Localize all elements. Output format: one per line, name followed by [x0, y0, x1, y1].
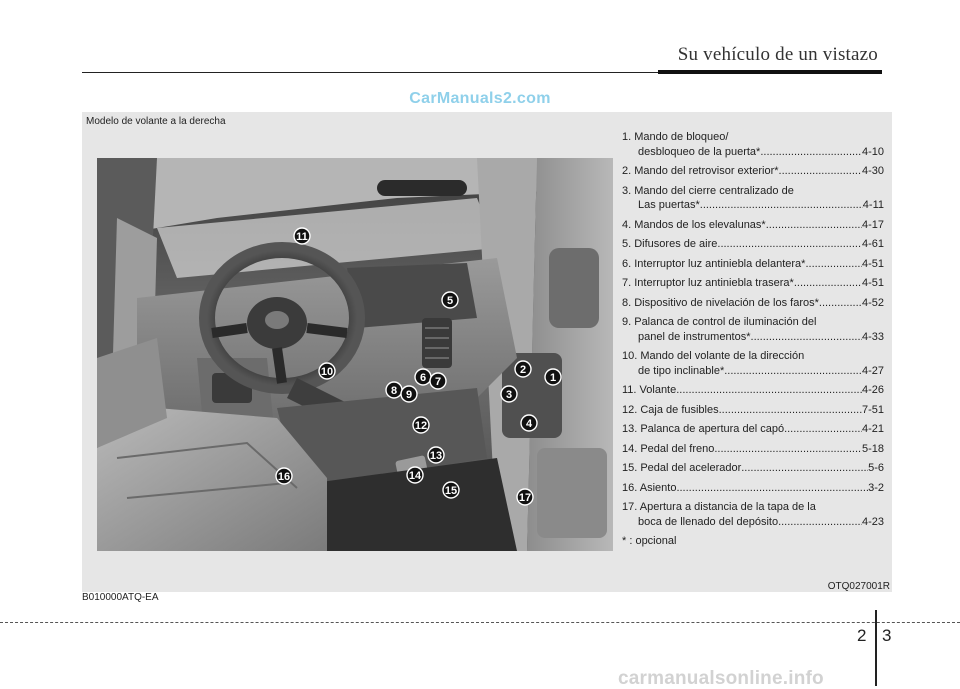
svg-text:5: 5: [446, 295, 454, 307]
svg-text:12: 12: [414, 420, 428, 432]
svg-text:10: 10: [320, 366, 334, 378]
legend-item-label: 6. Interruptor luz antiniebla delantera*: [622, 257, 806, 270]
dashboard-photo: [97, 158, 613, 551]
legend-item-page: 4-27: [861, 364, 884, 377]
watermark-top: CarManuals2.com: [409, 90, 551, 107]
svg-text:11: 11: [296, 231, 308, 243]
legend-item-page: 4-33: [861, 330, 884, 343]
callout-11: [294, 228, 310, 244]
legend-item-label: desbloqueo de la puerta*: [638, 145, 761, 158]
chapter-number: 2: [857, 626, 867, 645]
svg-text:17: 17: [518, 492, 532, 504]
figure-caption: Modelo de volante a la derecha: [86, 116, 226, 127]
callout-3: [501, 386, 517, 402]
svg-text:8: 8: [390, 385, 398, 397]
svg-text:4: 4: [525, 418, 533, 430]
legend-note: * : opcional: [622, 535, 677, 547]
callout-17: [517, 489, 533, 505]
legend-item: [622, 315, 884, 344]
photo-code: OTQ027001R: [827, 581, 890, 592]
footer-rule: [0, 622, 960, 623]
legend-item-page: 5-18: [861, 442, 884, 455]
callout-2: [515, 361, 531, 377]
callout-13: [428, 447, 444, 463]
legend-item: [622, 500, 884, 529]
legend-item: [622, 461, 884, 476]
svg-text:1: 1: [549, 372, 557, 384]
legend-item: [622, 237, 884, 252]
legend-item-page: 4-23: [861, 515, 884, 528]
callout-14: [407, 467, 423, 483]
legend-item-page: 4-61: [861, 238, 884, 250]
callout-6: [415, 369, 431, 385]
legend-item-page: 4-17: [861, 218, 884, 231]
legend-item-page: 5-6: [868, 462, 884, 474]
header-rule-accent: [658, 70, 882, 74]
callout-16: [276, 468, 292, 484]
legend-item-page: 4-51: [861, 257, 884, 270]
svg-text:3: 3: [505, 389, 513, 401]
legend-item: [622, 276, 884, 291]
svg-text:14: 14: [408, 470, 422, 482]
callout-7: [430, 373, 446, 389]
page-header-title: Su vehículo de un vistazo: [677, 44, 878, 65]
legend-item: [622, 218, 884, 233]
legend-item-label: 15. Pedal del acelerador: [622, 462, 742, 474]
legend-item-page: 4-10: [861, 145, 884, 158]
legend-item-page: 4-51: [861, 277, 884, 289]
legend-item-label: de tipo inclinable*: [638, 364, 725, 377]
legend-item-page: 4-30: [861, 165, 884, 177]
legend-item-label: Las puertas*: [638, 199, 700, 211]
legend-item-page: 4-11: [862, 199, 884, 211]
legend-item-page: 7-51: [861, 403, 884, 416]
legend-item-label: 16. Asiento: [622, 481, 677, 494]
document-code: B010000ATQ-EA: [82, 592, 159, 603]
callout-10: [319, 363, 335, 379]
callout-5: [442, 292, 458, 308]
legend-item-line: 10. Mando del volante de la dirección: [622, 350, 805, 362]
legend-list: [622, 130, 884, 554]
legend-item: [622, 442, 884, 457]
legend-item-label: 2. Mando del retrovisor exterior*: [622, 165, 779, 177]
legend-item: [622, 383, 884, 398]
legend-item-page: 4-52: [861, 296, 884, 309]
legend-item-label: 5. Difusores de aire: [622, 238, 718, 250]
legend-item: [622, 349, 884, 378]
callout-8: [386, 382, 402, 398]
legend-item: [622, 422, 884, 437]
callout-9: [401, 386, 417, 402]
svg-text:15: 15: [444, 485, 458, 497]
legend-item-line: 9. Palanca de control de iluminación del: [622, 316, 817, 328]
legend-item: [622, 481, 884, 496]
legend-item: [622, 296, 884, 311]
callout-1: [545, 369, 561, 385]
svg-text:7: 7: [434, 376, 442, 388]
legend-item-line: 17. Apertura a distancia de la tapa de la: [622, 501, 816, 513]
watermark-bottom: carmanualsonline.info: [618, 668, 824, 689]
svg-text:6: 6: [419, 372, 427, 384]
legend-item: [622, 164, 884, 179]
legend-item-label: 13. Palanca de apertura del capó: [622, 423, 785, 435]
legend-item-label: 12. Caja de fusibles: [622, 403, 719, 416]
legend-item: [622, 403, 884, 418]
legend-item-page: 4-21: [861, 423, 884, 435]
footer-divider: [875, 610, 877, 686]
legend-item-label: 7. Interruptor luz antiniebla trasera*: [622, 277, 794, 289]
legend-item-label: panel de instrumentos*: [638, 330, 751, 343]
svg-text:13: 13: [429, 450, 443, 462]
legend-item-label: 4. Mandos de los elevalunas*: [622, 218, 766, 231]
legend-item-label: 14. Pedal del freno: [622, 442, 715, 455]
callout-12: [413, 417, 429, 433]
legend-item-page: 4-26: [861, 384, 884, 396]
page-number: 3: [882, 626, 892, 645]
svg-text:16: 16: [277, 471, 291, 483]
legend-item-line: 3. Mando del cierre centralizado de: [622, 184, 794, 197]
svg-text:2: 2: [519, 364, 527, 376]
svg-text:9: 9: [405, 389, 413, 401]
legend-item: [622, 184, 884, 213]
dashboard-illustration: [97, 158, 613, 551]
legend-item-label: boca de llenado del depósito: [638, 515, 779, 528]
callout-15: [443, 482, 459, 498]
legend-item: [622, 257, 884, 272]
legend-item: [622, 130, 884, 159]
legend-item-label: 11. Volante: [622, 384, 677, 396]
legend-item-line: 1. Mando de bloqueo/: [622, 131, 729, 143]
callout-4: [521, 415, 537, 431]
legend-item-page: 3-2: [868, 481, 884, 494]
legend-item-label: 8. Dispositivo de nivelación de los faros*: [622, 296, 819, 309]
